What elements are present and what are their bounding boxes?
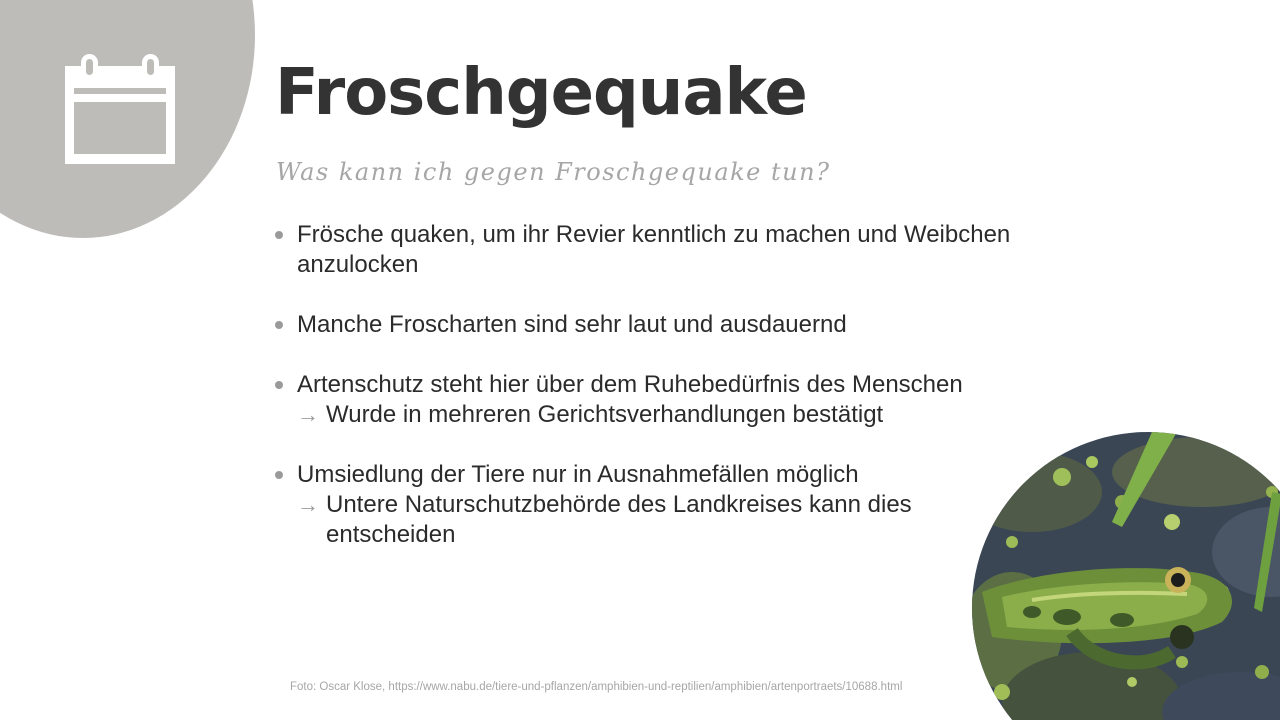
bullet-subpoint	[297, 400, 1062, 430]
calendar-icon	[63, 54, 177, 168]
bullet-text: Umsiedlung der Tiere nur in Ausnahmefällen möglich	[297, 461, 859, 488]
bullet-item	[272, 310, 1062, 340]
bullet-text: Frösche quaken, um ihr Revier kenntlich zu machen und Weibchen anzulocken	[297, 221, 1011, 278]
bullet-item	[272, 370, 1062, 430]
arrow-right-icon: →	[297, 492, 319, 517]
bullet-dot-icon	[275, 471, 283, 479]
page-subtitle: Was kann ich gegen Froschgequake tun?	[276, 158, 831, 186]
bullet-subpoint-text: Wurde in mehreren Gerichtsverhandlungen bestätigt	[326, 401, 884, 428]
bullet-subpoint	[297, 490, 966, 550]
bullet-item	[272, 220, 1062, 280]
bullet-text: Manche Froscharten sind sehr laut und ausdauernd	[297, 311, 847, 338]
bullet-list	[272, 220, 1062, 580]
bullet-text: Artenschutz steht hier über dem Ruhebedürfnis des Menschen	[297, 371, 963, 398]
bullet-dot-icon	[275, 381, 283, 389]
arrow-right-icon: →	[297, 402, 319, 427]
page-title: Froschgequake	[275, 56, 807, 130]
bullet-dot-icon	[275, 231, 283, 239]
bullet-subpoint-text: Untere Naturschutzbehörde des Landkreises kann dies entscheiden	[326, 491, 912, 548]
photo-caption: Foto: Oscar Klose, https://www.nabu.de/tiere-und-pflanzen/amphibien-und-reptilien/amphibien/artenportraets/10688.html	[290, 681, 903, 693]
bullet-dot-icon	[275, 321, 283, 329]
bullet-item	[272, 460, 1062, 550]
